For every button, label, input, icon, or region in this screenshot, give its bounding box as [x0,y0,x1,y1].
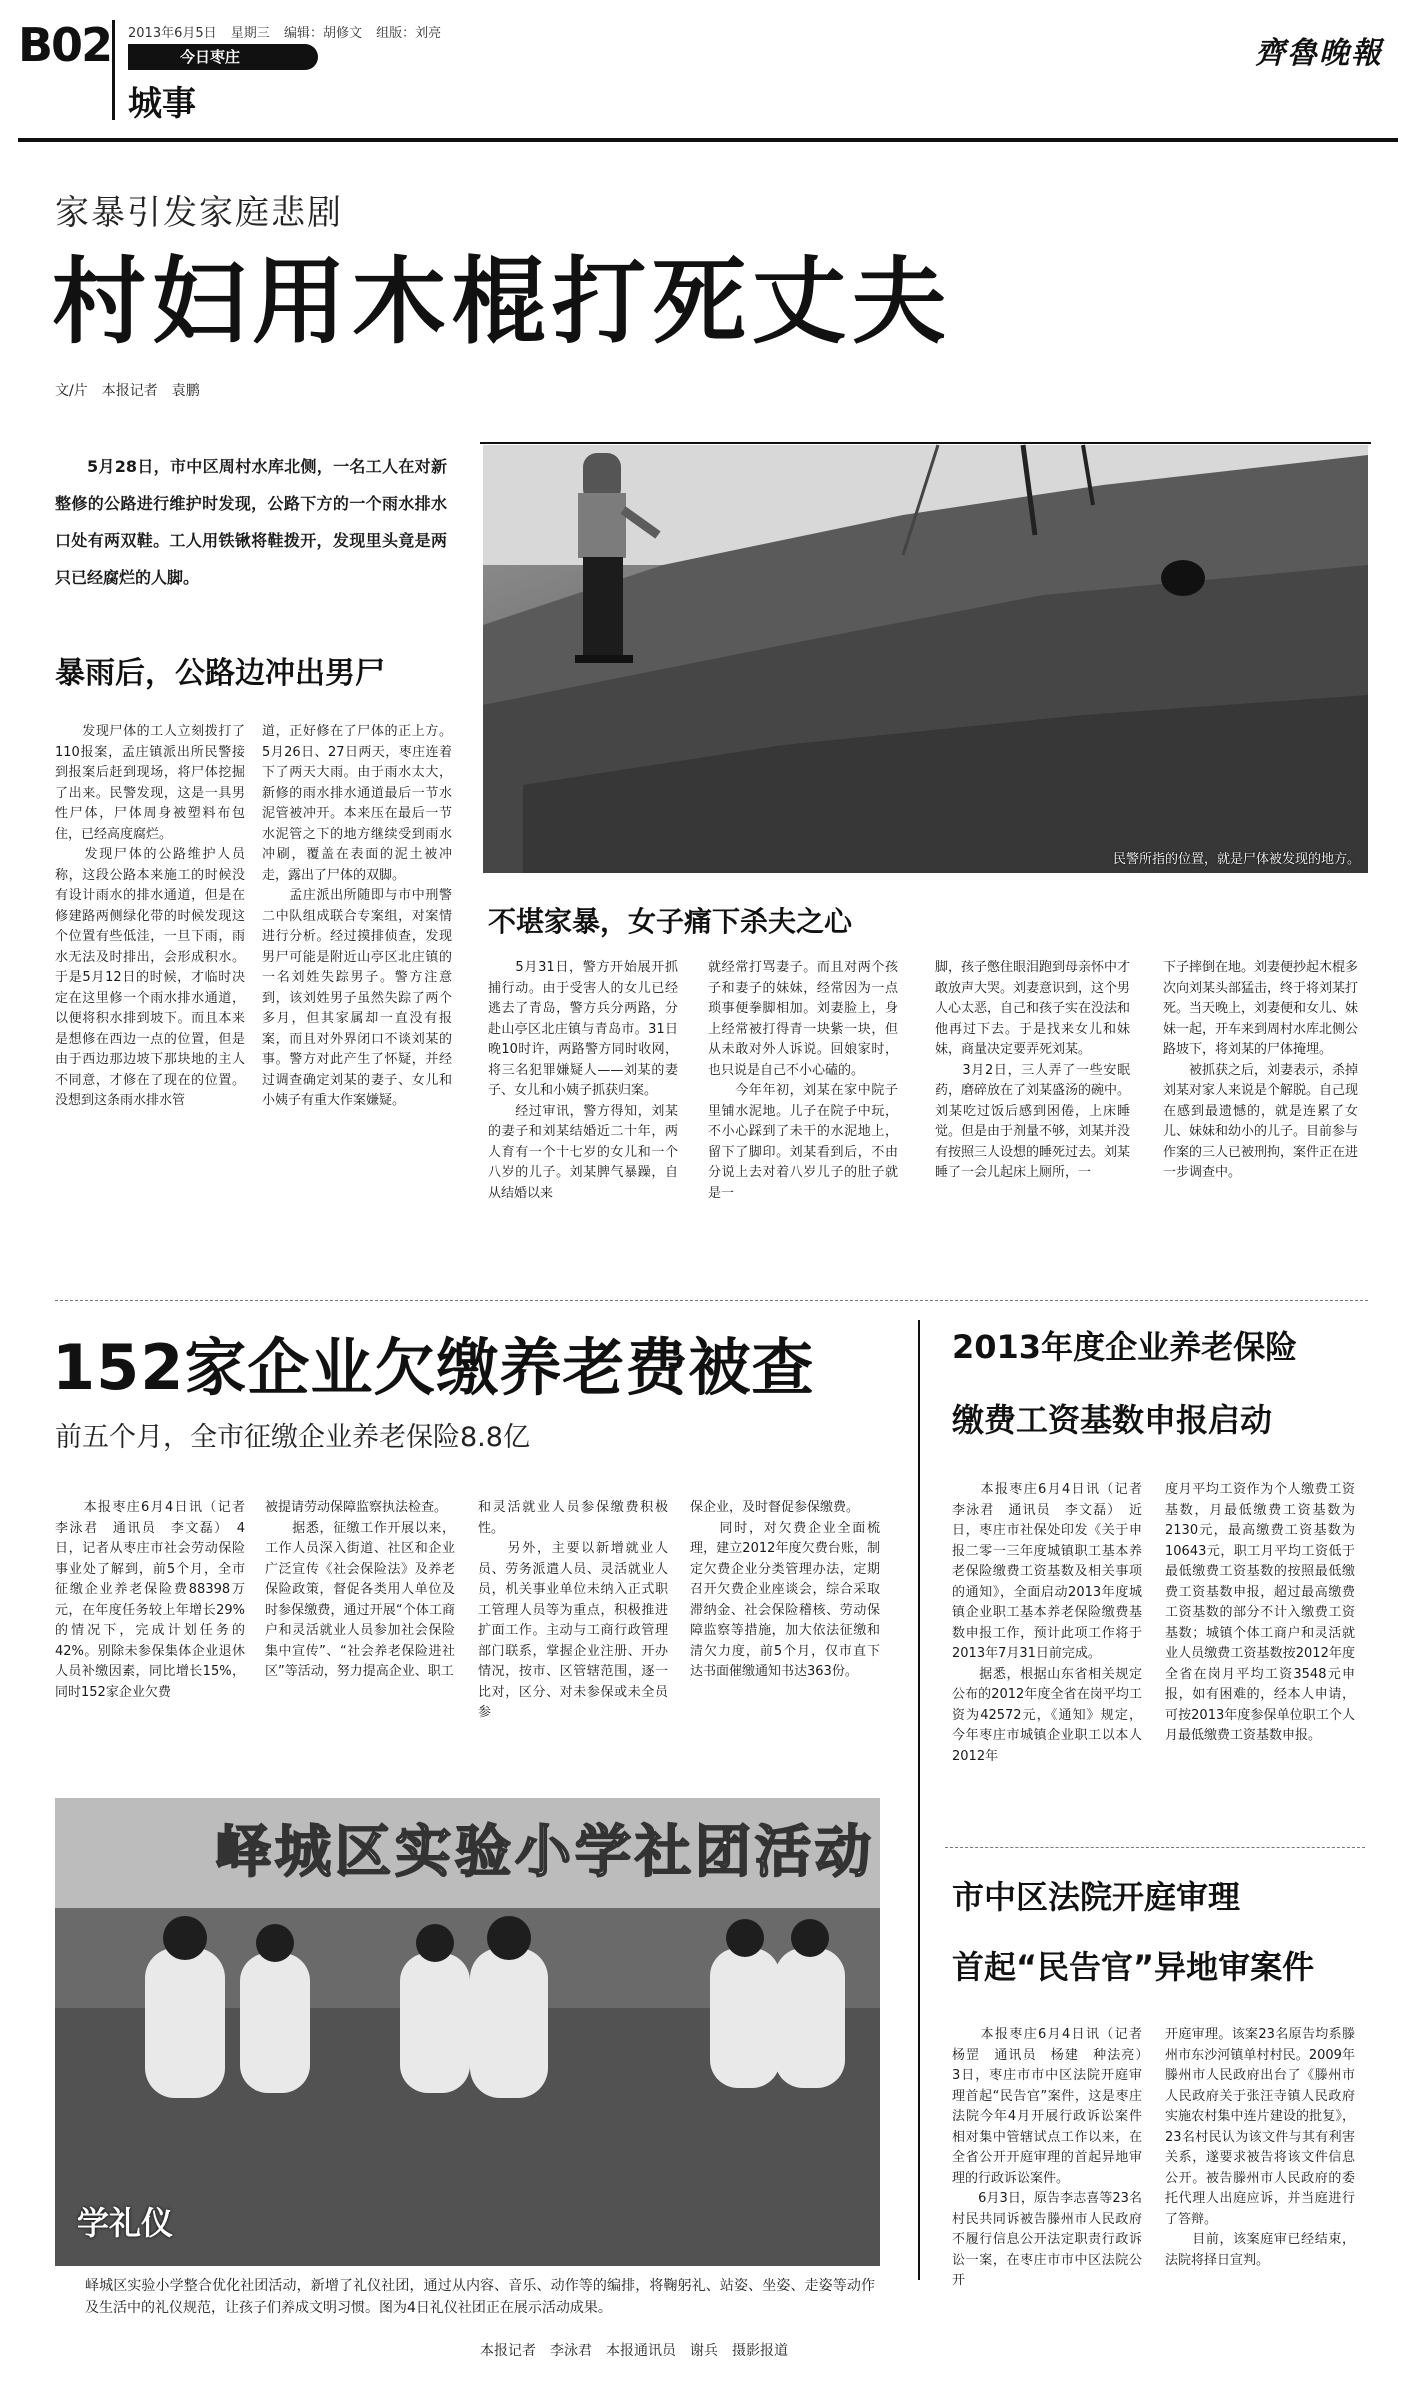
story1-column-6: 下子摔倒在地。刘妻便抄起木棍多次向刘某头部猛击，终于将刘某打死。当天晚上，刘妻便和女儿、妹妹一起，开车来到周村水库北侧公路坡下，将刘某的尸体掩埋。 被抓获之后，刘妻表示，杀掉刘某对家人来说是个解脱。自己现在感到最遗憾的，就是连累了女儿、妹妹和幼小的儿子。目前参与作案的三人已被刑拘，案件正在进一步调查中。 [1163,960,1359,1180]
story1-headline: 村妇用木棍打死丈夫 [52,248,953,357]
header-layout: 组版：刘亮 [376,26,442,41]
story2-column-3: 和灵活就业人员参保缴费积极性。 另外，主要以新增就业人员、劳务派遣人员、灵活就业人员，机关事业单位未纳入正式职工管理人员等为重点，积极推进扩面工作。主动与工商行政管理部门联系，掌握企业注册、开办情况，按市、区管辖范围，逐一比对，区分、对未参保或未全员参 [478,1500,668,1720]
story1-column-5: 脚，孩子憋住眼泪跑到母亲怀中才敢放声大哭。刘妻意识到，这个男人心太恶，自己和孩子实在没法和他再过下去。于是找来女儿和妹妹，商量决定要弄死刘某。 3月2日，三人弄了一些安眠药，磨碎放在了刘某盛汤的碗中。刘某吃过饭后感到困倦，上床睡觉。但是由于剂量不够，刘某并没有按照三人设想的睡死过去。刘某睡了一会儿起床上厕所，一 [935,960,1131,1180]
story1-bottom-divider [55,1300,1368,1301]
page-header [0,0,1417,130]
story1-byline: 文/片 本报记者 袁鹏 [55,383,200,399]
header-meta [128,22,441,41]
header-weekday: 星期三 [230,26,270,41]
photo2-caption: 峄城区实验小学整合优化社团活动，新增了礼仪社团，通过从内容、音乐、动作等的编排，将鞠躬礼、站姿、坐姿、走姿等动作及生活中的礼仪规范，让孩子们养成文明习惯。图为4日礼仪社团正在展示活动成果。 [85,2278,875,2316]
story3-column-1: 本报枣庄6月4日讯（记者 李泳君 通讯员 李文磊） 近日，枣庄市社保处印发《关于申报二零一三年度城镇职工基本养老保险缴费工资基数及相关事项的通知》，全面启动2013年度城镇企业职工基本养老保险缴费基数申报工作，预计此项工作将于2013年7月31日前完成。 据悉，根据山东省相关规定公布的2012年度全省在岗平均工资为42572元，《通知》规定，今年枣庄市城镇企业职工以本人2012年 [952,1482,1142,1764]
story2-headline: 152家企业欠缴养老费被查 [52,1331,815,1404]
section-title: 城事 [128,84,196,124]
story4-column-1: 本报枣庄6月4日讯（记者 杨罡 通讯员 杨建 种法亮） 3日，枣庄市市中区法院开庭审理首起“民告官”案件，这是枣庄法院今年4月开展行政诉讼案件相对集中管辖试点工作以来，在全省公开开庭审理的首起异地审理的行政诉讼案件。 6月3日，原告李志喜等23名村民共同诉被告滕州市人民政府不履行信息公开法定职责行政诉讼一案，在枣庄市市中区法院公开 [952,2027,1142,2288]
story1-subhead-2: 不堪家暴，女子痛下杀夫之心 [488,905,853,938]
story1-photo-caption: 民警所指的位置，就是尸体被发现的地方。 [1112,852,1360,867]
header-date: 2013年6月5日 [128,26,217,41]
story3-title-2: 缴费工资基数申报启动 [952,1401,1273,1439]
story1-photo-frame-top [480,442,1371,444]
story4-title-2: 首起“民告官”异地审案件 [952,1948,1315,1986]
story1-kicker: 家暴引发家庭悲剧 [55,193,343,233]
story1-lead: 5月28日，市中区周村水库北侧，一名工人在对新整修的公路进行维护时发现，公路下方的一个雨水排水口处有两双鞋。工人用铁锹将鞋拨开，发现里头竟是两只已经腐烂的人脚。 [55,457,447,587]
photo2-credit: 本报记者 李泳君 本报通讯员 谢兵 摄影报道 [480,2343,788,2359]
story2-photo [55,1798,880,2266]
right-column-divider [918,1320,920,2280]
story2-column-2: 被提请劳动保障监察执法检查。 据悉，征缴工作开展以来，工作人员深入街道、社区和企业广泛宣传《社会保险法》及养老保险政策，督促各类用人单位及时参保缴费，通过开展“个体工商户和灵活就业人员参加社会保险集中宣传”、“社会养老保险进社区”等活动，努力提高企业、职工 [265,1500,455,1679]
header-editor: 编辑：胡修文 [283,26,362,41]
header-vertical-rule [112,20,115,120]
story3-bottom-divider [945,1847,1365,1848]
photo2-banner: 峄城区实验小学社团活动 [215,1820,875,1885]
story1-column-4: 就经常打骂妻子。而且对两个孩子和妻子的妹妹，经常因为一点琐事便拳脚相加。刘妻脸上，身上经常被打得青一块紫一块，但从未敢对外人诉说。回娘家时，也只说是自己不小心磕的。 今年年初，刘某在家中院子里铺水泥地。儿子在院子中玩，不小心踩到了未干的水泥地上，留下了脚印。刘某看到后，不由分说上去对着八岁儿子的肚子就是一 [708,960,898,1201]
story2-column-1: 本报枣庄6月4日讯（记者 李泳君 通讯员 李文磊） 4日，记者从枣庄市社会劳动保险事业处了解到，前5个月，全市征缴企业养老保险费88398万元，在年度任务较上年增长29%的情况下，完成计划任务的42%。别除未参保集体企业退休人员补缴因素，同比增长15%，同时152家企业欠费 [55,1500,259,1700]
story1-column-1: 发现尸体的工人立刻拨打了110报案，孟庄镇派出所民警接到报案后赶到现场，将尸体挖掘了出来。民警发现，这是一具男性尸体，尸体周身被塑料布包住，已经高度腐烂。 发现尸体的公路维护人员称，这段公路本来施工的时候没有设计雨水的排水通道，但是在修建路两侧绿化带的时候发现这个位置有些低洼，一旦下雨，雨水无法及时排出，会形成积水。于是5月12日的时候，才临时决定在这里修一个雨水排水通道，以便将积水排到坡下。而且本来是想修在西边一点的位置，但是由于西边那边坡下那块地的主人不同意，才修在了现在的位置。没想到这条雨水排水管 [55,724,245,1108]
section-tab: 今日枣庄 [128,44,318,70]
hillside-scene-image [483,445,1368,873]
header-rule [18,138,1398,142]
story1-subhead-1: 暴雨后，公路边冲出男尸 [55,656,385,691]
story3-title-1: 2013年度企业养老保险 [952,1328,1298,1366]
story4-title-1: 市中区法院开庭审理 [952,1878,1241,1916]
story1-column-3: 5月31日，警方开始展开抓捕行动。由于受害人的女儿已经逃去了青岛，警方兵分两路，分赴山亭区北庄镇与青岛市。31日晚10时许，两路警方同时收网，将三名犯罪嫌疑人——刘某的妻子、女儿和小姨子抓获归案。 经过审讯，警方得知，刘某的妻子和刘某结婚近二十年，两人育有一个十七岁的女儿和一个八岁的儿子。刘某脾气暴躁，自从结婚以来 [488,960,678,1201]
story2-subhead: 前五个月，全市征缴企业养老保险8.8亿 [55,1422,530,1453]
story1-photo [483,445,1368,873]
story4-column-2: 开庭审理。该案23名原告均系滕州市东沙河镇单村村民。2009年滕州市人民政府出台了《滕州市人民政府关于张汪寺镇人民政府实施农村集中连片建设的批复》，23名村民认为该文件与其有利害关系，遂要求被告将该文件信息公开。被告滕州市人民政府的委托代理人出庭应诉，并当庭进行了答辩。 目前，该案庭审已经结束，法院将择日宣判。 [1165,2027,1355,2268]
photo2-label: 学礼仪 [77,2204,174,2242]
story2-column-4: 保企业，及时督促参保缴费。 同时，对欠费企业全面梳理，建立2012年度欠费台账，制定欠费企业分类管理办法，定期召开欠费企业座谈会，综合采取滞纳金、社会保险稽核、劳动保障监察等措施，加大依法征缴和清欠力度，前5个月，仅市直下达书面催缴通知书达363份。 [690,1500,880,1679]
paper-logo: 齊魯晚報 [1255,36,1383,71]
page-number: B02 [18,18,112,72]
story1-column-2: 道，正好修在了尸体的正上方。5月26日、27日两天，枣庄连着下了两天大雨。由于雨水太大，新修的雨水排水通道最后一节水泥管被冲开。本来压在最后一节水泥管之下的地方继续受到雨水冲刷，覆盖在表面的泥土被冲走，露出了尸体的双脚。 孟庄派出所随即与市中刑警二中队组成联合专案组，对案情进行分析。经过摸排侦查，发现男尸可能是附近山亭区北庄镇的一名刘姓失踪男子。警方注意到，该刘姓男子虽然失踪了两个多月，但其家属却一直没有报案，而且对外界闭口不谈刘某的事。警方对此产生了怀疑，并经过调查确定刘某的妻子、女儿和小姨子有重大作案嫌疑。 [262,724,452,1108]
story3-column-2: 度月平均工资作为个人缴费工资基数，月最低缴费工资基数为2130元，最高缴费工资基数为10643元，职工月平均工资低于最低缴费工资基数的按照最低缴费工资基数申报，超过最高缴费工资基数的部分不计入缴费工资基数；城镇个体工商户和灵活就业人员缴费工资基数按2012年度全省在岗月平均工资3548元申报，如有困难的，经本人申请，可按2013年度参保单位职工个人月最低缴费工资基数申报。 [1165,1482,1355,1743]
